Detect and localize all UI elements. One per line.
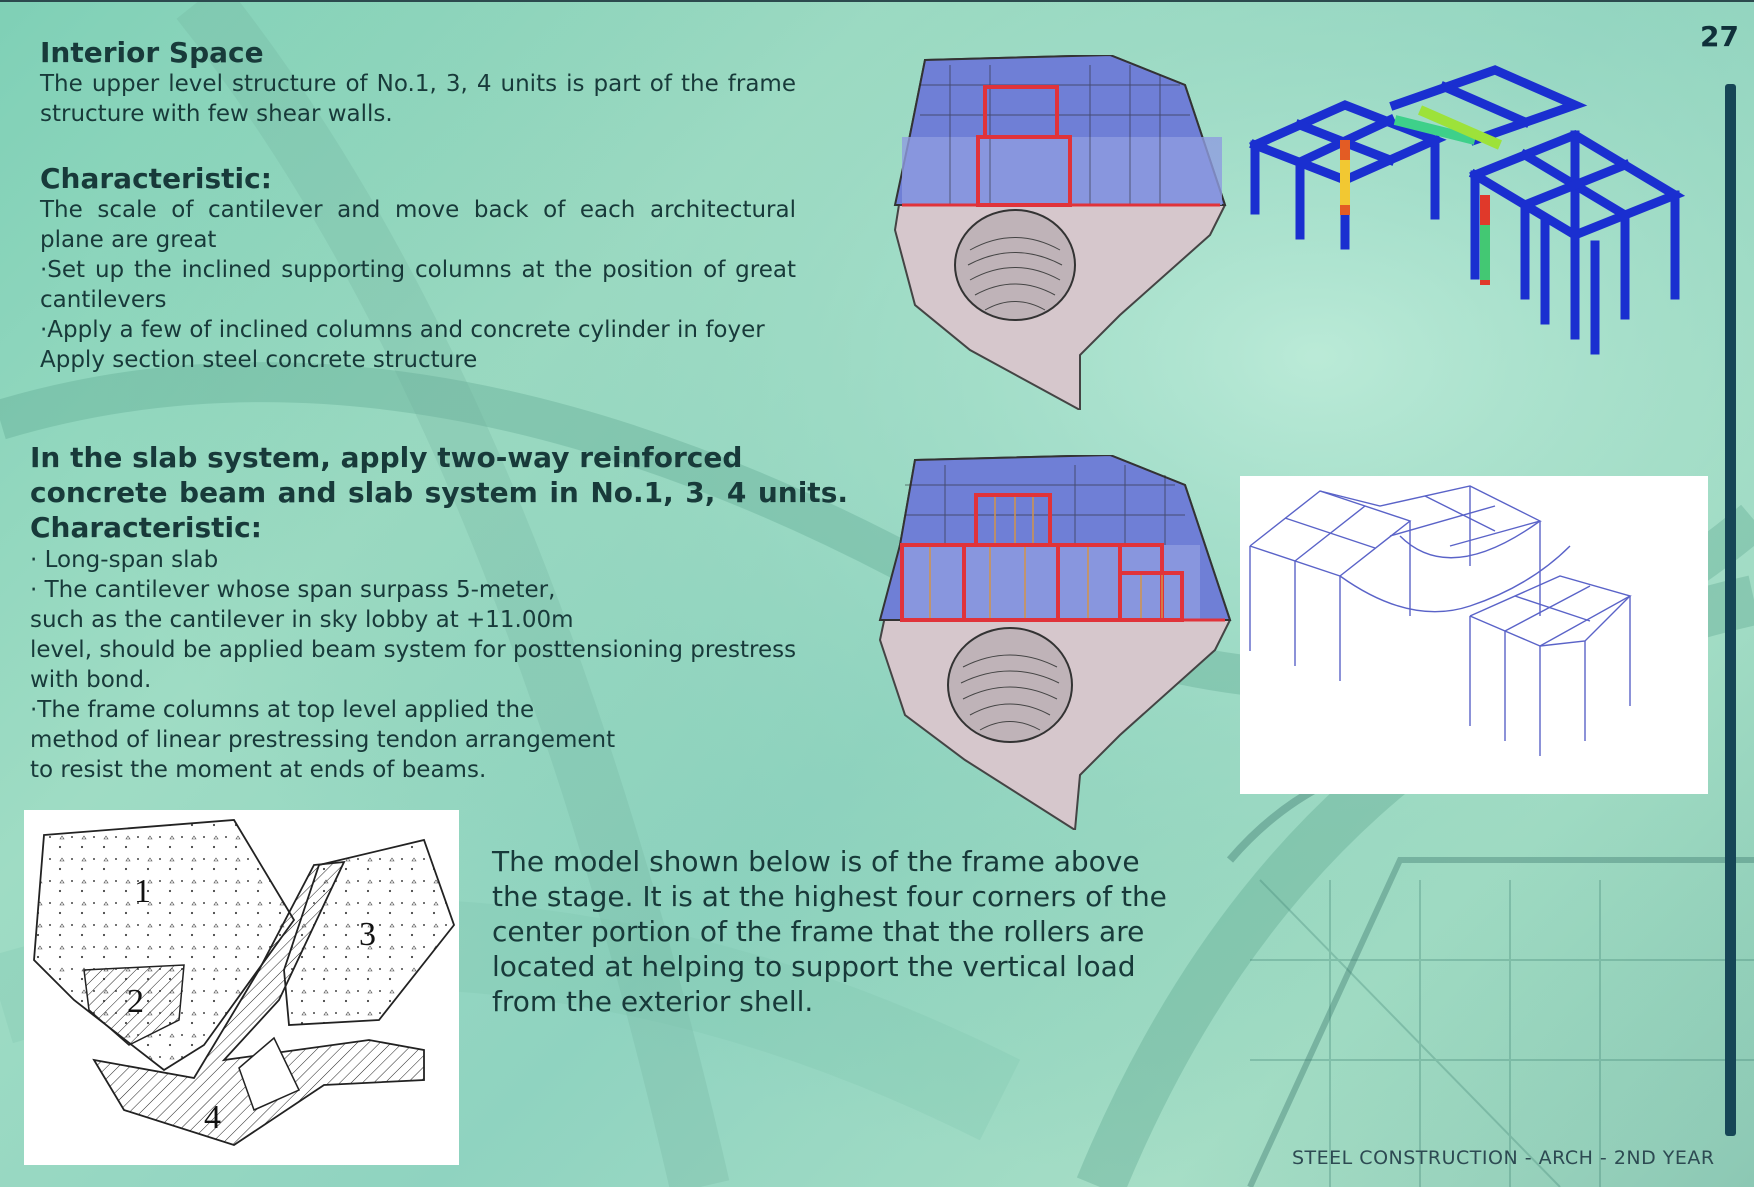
slab-line: such as the cantilever in sky lobby at +11.00m xyxy=(30,607,574,633)
slab-line: to resist the moment at ends of beams. xyxy=(30,757,487,783)
slab-heading-line1: In the slab system, apply two-way reinforced xyxy=(30,441,743,474)
side-accent-bar xyxy=(1725,84,1736,1136)
zone-label-3: 3 xyxy=(359,916,376,953)
slab-line: level, should be applied beam system for posttensioning prestress xyxy=(30,637,797,663)
zone-diagram-panel xyxy=(24,810,459,1165)
characteristic-line: The scale of cantilever and move back of each architectural plane are great xyxy=(40,197,796,253)
zone-label-2: 2 xyxy=(127,983,144,1020)
slab-heading-line3: Characteristic: xyxy=(30,511,262,544)
interior-space-section xyxy=(40,36,796,129)
slab-heading-line2: concrete beam and slab system in No.1, 3, 4 units. xyxy=(30,476,848,509)
slab-line: method of linear prestressing tendon arrangement xyxy=(30,727,616,753)
slab-system-section xyxy=(30,440,848,785)
interior-space-text: The upper level structure of No.1, 3, 4 units is part of the frame structure with few shear walls. xyxy=(40,71,796,127)
characteristic-line: ·Set up the inclined supporting columns at the position of great cantilevers xyxy=(40,257,796,313)
slab-line: · Long-span slab xyxy=(30,547,219,573)
slab-line: with bond. xyxy=(30,667,152,693)
floor-plan-slab-image xyxy=(875,455,1235,830)
frame-3d-model-image xyxy=(1245,65,1685,385)
zone-label-4: 4 xyxy=(204,1099,221,1136)
model-note-text: The model shown below is of the frame above the stage. It is at the highest four corners of the center portion of the frame that the rollers are located at helping to support the vertical load from the exterior shell. xyxy=(492,845,1167,1018)
characteristic-heading: Characteristic: xyxy=(40,162,272,195)
characteristic-line: ·Apply a few of inclined columns and concrete cylinder in foyer xyxy=(40,317,765,343)
zone-diagram-image xyxy=(24,810,459,1165)
top-rule xyxy=(0,0,1754,2)
floor-plan-top-image xyxy=(890,55,1230,410)
zone-label-1: 1 xyxy=(134,873,151,910)
wireframe-model-panel xyxy=(1240,476,1708,794)
slab-line: ·The frame columns at top level applied the xyxy=(30,697,535,723)
slab-line: · The cantilever whose span surpass 5-meter, xyxy=(30,577,556,603)
characteristic-section xyxy=(40,162,796,375)
characteristic-line: Apply section steel concrete structure xyxy=(40,347,478,373)
page-number: 27 xyxy=(1700,20,1739,53)
footer-course-label: STEEL CONSTRUCTION - ARCH - 2ND YEAR xyxy=(1292,1147,1715,1169)
wireframe-model-image xyxy=(1240,476,1708,794)
interior-space-heading: Interior Space xyxy=(40,36,264,69)
